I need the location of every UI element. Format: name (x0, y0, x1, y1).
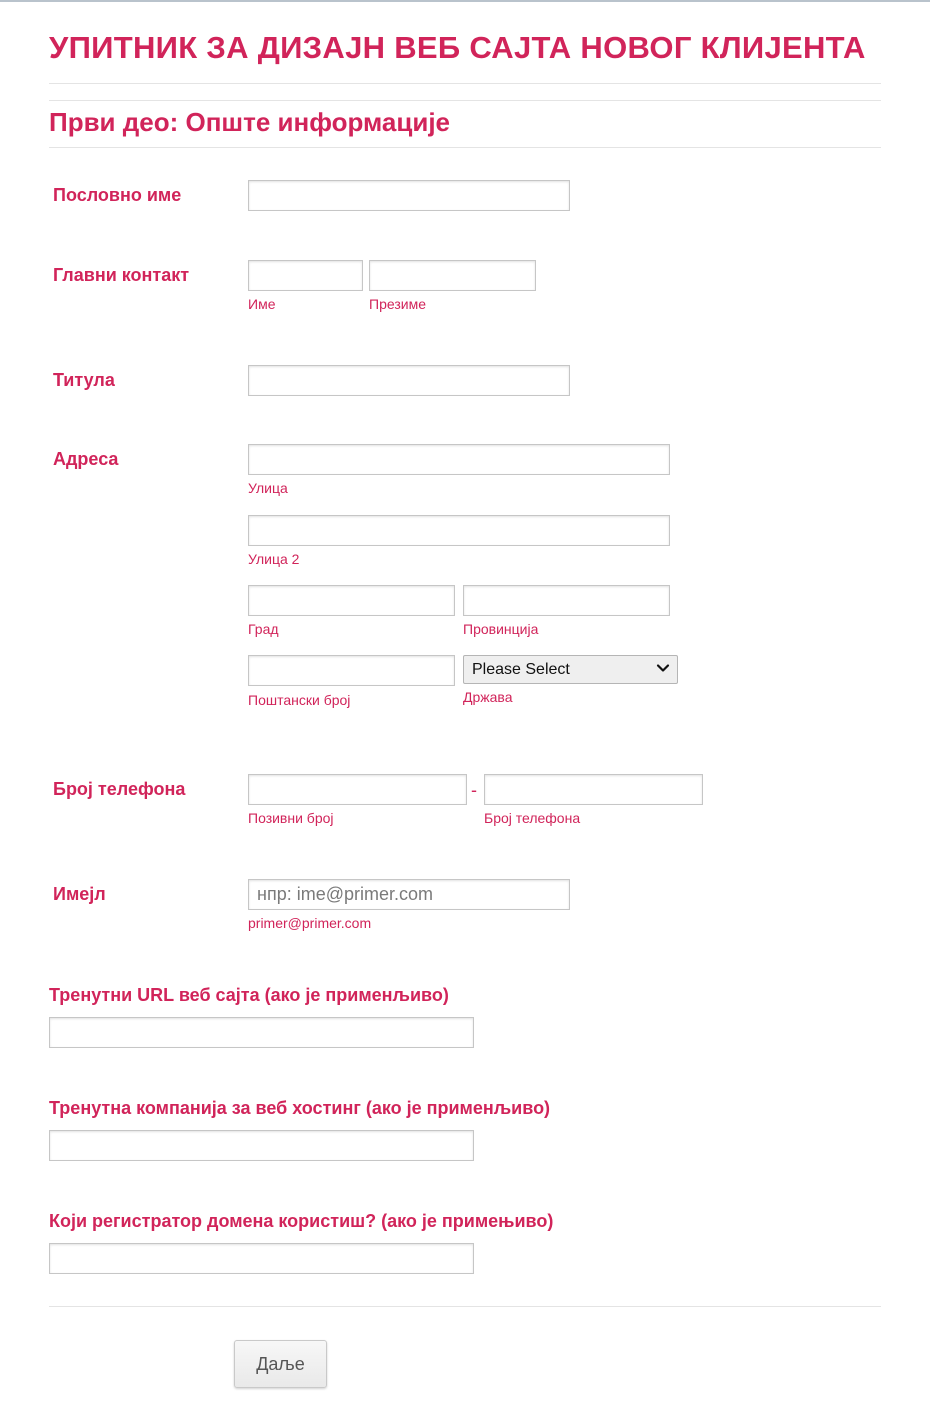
phone-number-sublabel: Број телефона (484, 810, 581, 826)
address-label: Адреса (53, 449, 119, 469)
street-sublabel: Улица (248, 480, 288, 496)
street2-input[interactable] (248, 515, 670, 546)
street-input[interactable] (248, 444, 670, 475)
divider (49, 100, 881, 101)
last-name-sublabel: Презиме (369, 296, 426, 312)
section-title: Први део: Опште информације (49, 107, 451, 137)
divider (49, 1306, 881, 1307)
country-select-value: Please Select (472, 661, 570, 678)
province-input[interactable] (463, 585, 670, 616)
current-url-label: Тренутни URL веб сајта (ако је применљиво) (49, 985, 449, 1005)
last-name-input[interactable] (369, 260, 536, 291)
postal-code-input[interactable] (248, 655, 455, 686)
business-name-label: Пословно име (53, 185, 182, 205)
email-label: Имејл (53, 884, 106, 904)
country-select[interactable] (463, 655, 678, 684)
phone-separator: - (471, 780, 477, 800)
email-input[interactable] (248, 879, 570, 910)
divider (49, 147, 881, 148)
city-input[interactable] (248, 585, 455, 616)
divider (49, 83, 881, 84)
chevron-down-icon (656, 661, 670, 675)
hosting-company-label: Тренутна компанија за веб хостинг (ако је применљиво) (49, 1098, 551, 1118)
area-code-input[interactable] (248, 774, 467, 805)
form-title: УПИТНИК ЗА ДИЗАЈН ВЕБ САЈТА НОВОГ КЛИЈЕНТА (49, 30, 866, 65)
phone-label: Број телефона (53, 779, 186, 799)
first-name-sublabel: Име (248, 296, 276, 312)
postal-code-sublabel: Поштански број (248, 692, 351, 708)
next-button[interactable]: Даље (234, 1340, 327, 1388)
hosting-company-input[interactable] (49, 1130, 474, 1161)
current-url-input[interactable] (49, 1017, 474, 1048)
area-code-sublabel: Позивни број (248, 810, 334, 826)
top-border (0, 0, 930, 2)
domain-registrar-input[interactable] (49, 1243, 474, 1274)
job-title-label: Титула (53, 370, 115, 390)
city-sublabel: Град (248, 621, 279, 637)
street2-sublabel: Улица 2 (248, 551, 300, 567)
country-sublabel: Држава (463, 689, 513, 705)
domain-registrar-label: Који регистратор домена користиш? (ако је примењиво) (49, 1211, 554, 1231)
first-name-input[interactable] (248, 260, 363, 291)
email-sublabel: primer@primer.com (248, 915, 372, 931)
province-sublabel: Провинција (463, 621, 539, 637)
phone-number-input[interactable] (484, 774, 703, 805)
main-contact-label: Главни контакт (53, 265, 190, 285)
job-title-input[interactable] (248, 365, 570, 396)
business-name-input[interactable] (248, 180, 570, 211)
